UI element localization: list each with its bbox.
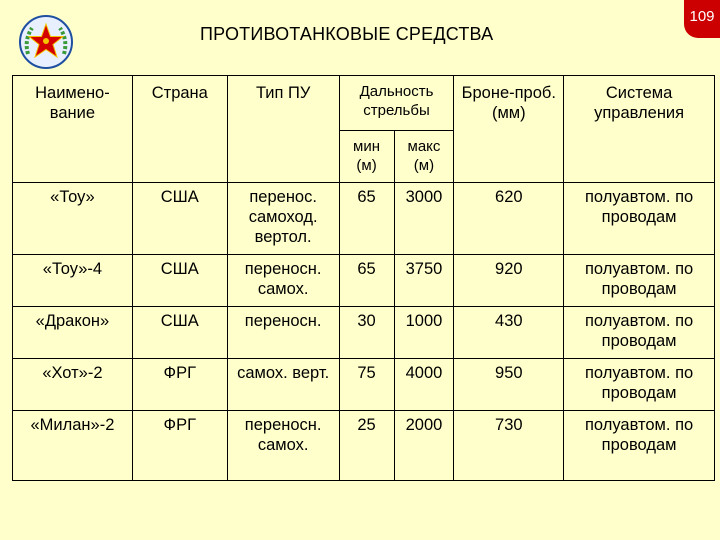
header-range: Дальность стрельбы	[339, 76, 454, 131]
table-row	[13, 307, 715, 359]
cell-guidance: полуавтом. по проводам	[564, 411, 715, 481]
cell-launcher-type: переносн.	[227, 307, 339, 359]
cell-name: «Милан»-2	[13, 411, 133, 481]
cell-name: «Дракон»	[13, 307, 133, 359]
cell-range-min: 65	[339, 183, 394, 255]
cell-range-max: 1000	[394, 307, 454, 359]
header-country: Страна	[132, 76, 227, 183]
cell-range-max: 2000	[394, 411, 454, 481]
cell-name: «Хот»-2	[13, 359, 133, 411]
cell-guidance: полуавтом. по проводам	[564, 307, 715, 359]
table-header-row	[13, 76, 715, 131]
cell-name: «Тоу»-4	[13, 255, 133, 307]
antitank-weapons-table	[12, 75, 715, 481]
table-row	[13, 183, 715, 255]
table-row	[13, 255, 715, 307]
cell-launcher-type: самох. верт.	[227, 359, 339, 411]
cell-range-min: 75	[339, 359, 394, 411]
cell-launcher-type: переносн. самох.	[227, 255, 339, 307]
page-title: ПРОТИВОТАНКОВЫЕ СРЕДСТВА	[200, 24, 494, 44]
cell-country: ФРГ	[132, 359, 227, 411]
cell-armor: 950	[454, 359, 564, 411]
table-row	[13, 411, 715, 481]
cell-armor: 430	[454, 307, 564, 359]
cell-armor: 620	[454, 183, 564, 255]
cell-range-min: 25	[339, 411, 394, 481]
cell-range-min: 30	[339, 307, 394, 359]
header-launcher-type: Тип ПУ	[227, 76, 339, 183]
table-row	[13, 359, 715, 411]
header-guidance: Система управления	[564, 76, 715, 183]
cell-guidance: полуавтом. по проводам	[564, 255, 715, 307]
cell-country: ФРГ	[132, 411, 227, 481]
cell-guidance: полуавтом. по проводам	[564, 359, 715, 411]
page-number-badge: 109	[684, 0, 720, 38]
cell-launcher-type: переносн. самох.	[227, 411, 339, 481]
header-range-min: мин (м)	[339, 131, 394, 183]
header-range-max: макс (м)	[394, 131, 454, 183]
cell-range-max: 3000	[394, 183, 454, 255]
cell-range-max: 4000	[394, 359, 454, 411]
cell-country: США	[132, 307, 227, 359]
cell-launcher-type: перенос. самоход. вертол.	[227, 183, 339, 255]
cell-country: США	[132, 255, 227, 307]
cell-name: «Тоу»	[13, 183, 133, 255]
cell-armor: 730	[454, 411, 564, 481]
header-name: Наимено-вание	[13, 76, 133, 183]
cell-armor: 920	[454, 255, 564, 307]
cell-range-max: 3750	[394, 255, 454, 307]
cell-guidance: полуавтом. по проводам	[564, 183, 715, 255]
military-star-emblem-icon	[18, 14, 74, 70]
cell-range-min: 65	[339, 255, 394, 307]
header-armor: Броне-проб. (мм)	[454, 76, 564, 183]
cell-country: США	[132, 183, 227, 255]
